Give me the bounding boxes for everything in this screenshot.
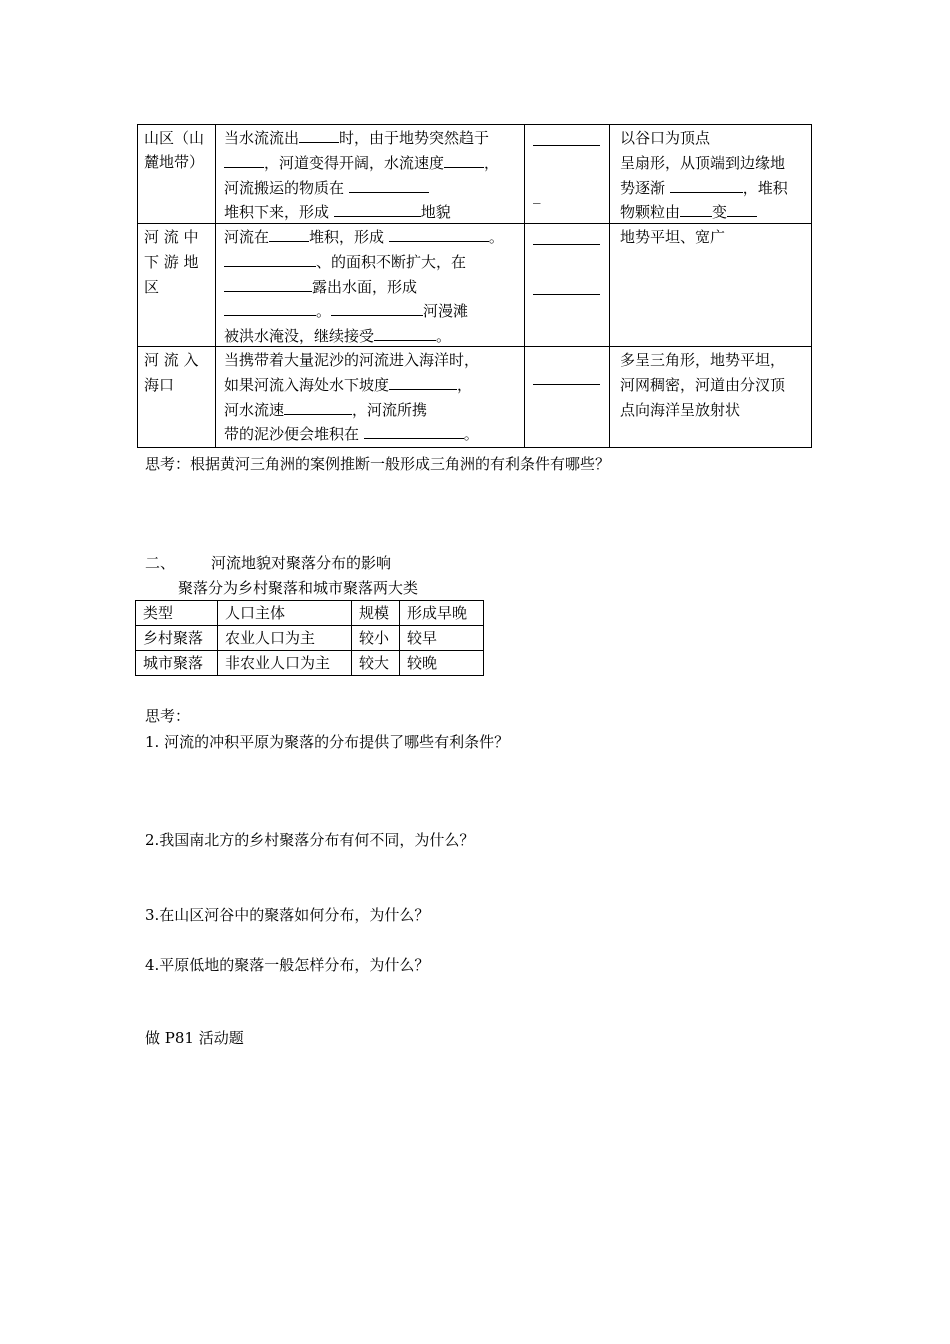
features-text: 多呈三角形，地势平坦， — [620, 351, 786, 369]
process-text: 当携带着大量泥沙的河流进入海洋时， — [224, 351, 480, 369]
process-text: 带的泥沙便会堆积在 — [224, 425, 360, 443]
table-cell: 较早 — [400, 626, 484, 651]
features-text: 点向海洋呈放射状 — [620, 401, 741, 419]
activity-note: 做 P81 活动题 — [145, 1029, 244, 1047]
process-text: 堆积下来，形成 — [224, 203, 330, 221]
section-intro: 聚落分为乡村聚落和城市聚落两大类 — [178, 579, 419, 597]
process-text: 如果河流入海处水下坡度 — [224, 376, 390, 394]
table-header: 形成早晚 — [400, 601, 484, 626]
underscore-mark: _ — [533, 186, 541, 204]
process-text: ，河流所携 — [352, 401, 428, 419]
blank-field[interactable] — [670, 176, 743, 193]
table-header: 规模 — [352, 601, 400, 626]
region-text: 山区（山 — [144, 129, 205, 147]
process-text: 。 — [463, 425, 479, 443]
blank-field[interactable] — [224, 275, 312, 292]
process-cell — [216, 347, 525, 448]
process-text: 。 — [488, 228, 504, 246]
blank-field[interactable] — [284, 398, 352, 415]
process-text: ， — [457, 376, 473, 394]
table-row — [136, 626, 484, 651]
question-2: 2.我国南北方的乡村聚落分布有何不同，为什么？ — [145, 831, 475, 849]
table-row — [138, 125, 812, 224]
landform-table — [137, 124, 812, 448]
region-text: 海口 — [144, 376, 175, 394]
section-title: 河流地貌对聚落分布的影响 — [211, 554, 392, 572]
process-text: 当水流流出 — [224, 129, 300, 147]
features-text: 势逐渐 — [620, 179, 666, 197]
features-text: 呈扇形，从顶端到边缘地 — [620, 154, 786, 172]
table-header: 人口主体 — [218, 601, 352, 626]
features-text: 变 — [712, 203, 728, 221]
process-text: 地貌 — [420, 203, 451, 221]
blank-field[interactable] — [444, 151, 484, 168]
process-text: 。 — [316, 302, 332, 320]
region-text: 河 流 中 — [144, 228, 199, 246]
features-text: 物颗粒由 — [620, 203, 681, 221]
settlement-table — [135, 600, 484, 676]
process-text: 堆积，形成 — [309, 228, 385, 246]
features-cell — [610, 224, 812, 347]
table-cell: 城市聚落 — [136, 651, 218, 676]
question-3: 3.在山区河谷中的聚落如何分布，为什么？ — [145, 906, 430, 924]
answer-cell — [525, 347, 610, 448]
region-text: 区 — [144, 278, 160, 296]
table-cell: 农业人口为主 — [218, 626, 352, 651]
features-text: 以谷口为顶点 — [620, 129, 711, 147]
table-row — [138, 347, 812, 448]
process-cell — [216, 224, 525, 347]
table-cell: 较小 — [352, 626, 400, 651]
think-question: 思考：根据黄河三角洲的案例推断一般形成三角洲的有利条件有哪些？ — [145, 455, 611, 473]
features-text: 地势平坦、宽广 — [620, 228, 726, 246]
blank-field[interactable] — [331, 299, 423, 316]
process-text: 河流在 — [224, 228, 270, 246]
process-text: 河流搬运的物质在 — [224, 179, 345, 197]
blank-field[interactable] — [334, 200, 421, 217]
process-text: 河水流速 — [224, 401, 285, 419]
process-text: 、的面积不断扩大，在 — [316, 253, 467, 271]
table-cell: 非农业人口为主 — [218, 651, 352, 676]
region-text: 下 游 地 — [144, 253, 199, 271]
blank-field[interactable] — [389, 225, 489, 242]
question-1: 1. 河流的冲积平原为聚落的分布提供了哪些有利条件？ — [145, 733, 510, 751]
blank-field[interactable] — [533, 145, 600, 146]
region-cell — [138, 224, 216, 347]
blank-field[interactable] — [364, 422, 464, 439]
process-text: 。 — [436, 327, 452, 345]
blank-field[interactable] — [299, 126, 339, 143]
question-4: 4.平原低地的聚落一般怎样分布，为什么？ — [145, 956, 430, 974]
process-text: 露出水面，形成 — [312, 278, 418, 296]
blank-field[interactable] — [269, 225, 309, 242]
think-label: 思考： — [145, 707, 191, 725]
table-header: 类型 — [136, 601, 218, 626]
blank-field[interactable] — [224, 151, 264, 168]
process-text: ， — [484, 154, 500, 172]
table-cell: 较大 — [352, 651, 400, 676]
answer-cell — [525, 125, 610, 224]
blank-field[interactable] — [680, 200, 712, 217]
blank-field[interactable] — [533, 384, 600, 385]
table-row — [138, 224, 812, 347]
features-text: 河网稠密，河道由分汊顶 — [620, 376, 786, 394]
region-text: 麓地带） — [144, 153, 205, 171]
features-text: ，堆积 — [742, 179, 788, 197]
table-cell: 乡村聚落 — [136, 626, 218, 651]
region-cell — [138, 347, 216, 448]
process-cell — [216, 125, 525, 224]
process-text: 被洪水淹没，继续接受 — [224, 327, 375, 345]
blank-field[interactable] — [533, 244, 600, 245]
process-text: 时，由于地势突然趋于 — [339, 129, 490, 147]
blank-field[interactable] — [533, 294, 600, 295]
features-cell — [610, 125, 812, 224]
blank-field[interactable] — [374, 324, 436, 341]
blank-field[interactable] — [349, 176, 429, 193]
table-cell: 较晚 — [400, 651, 484, 676]
region-cell — [138, 125, 216, 224]
process-text: ，河道变得开阔，水流速度 — [264, 154, 445, 172]
process-text: 河漫滩 — [423, 302, 469, 320]
section-number: 二、 — [145, 554, 176, 572]
blank-field[interactable] — [224, 250, 316, 267]
table-header-row — [136, 601, 484, 626]
features-cell — [610, 347, 812, 448]
answer-cell — [525, 224, 610, 347]
blank-field[interactable] — [389, 373, 457, 390]
blank-field[interactable] — [727, 200, 757, 217]
table-row — [136, 651, 484, 676]
region-text: 河 流 入 — [144, 351, 199, 369]
blank-field[interactable] — [224, 299, 316, 316]
